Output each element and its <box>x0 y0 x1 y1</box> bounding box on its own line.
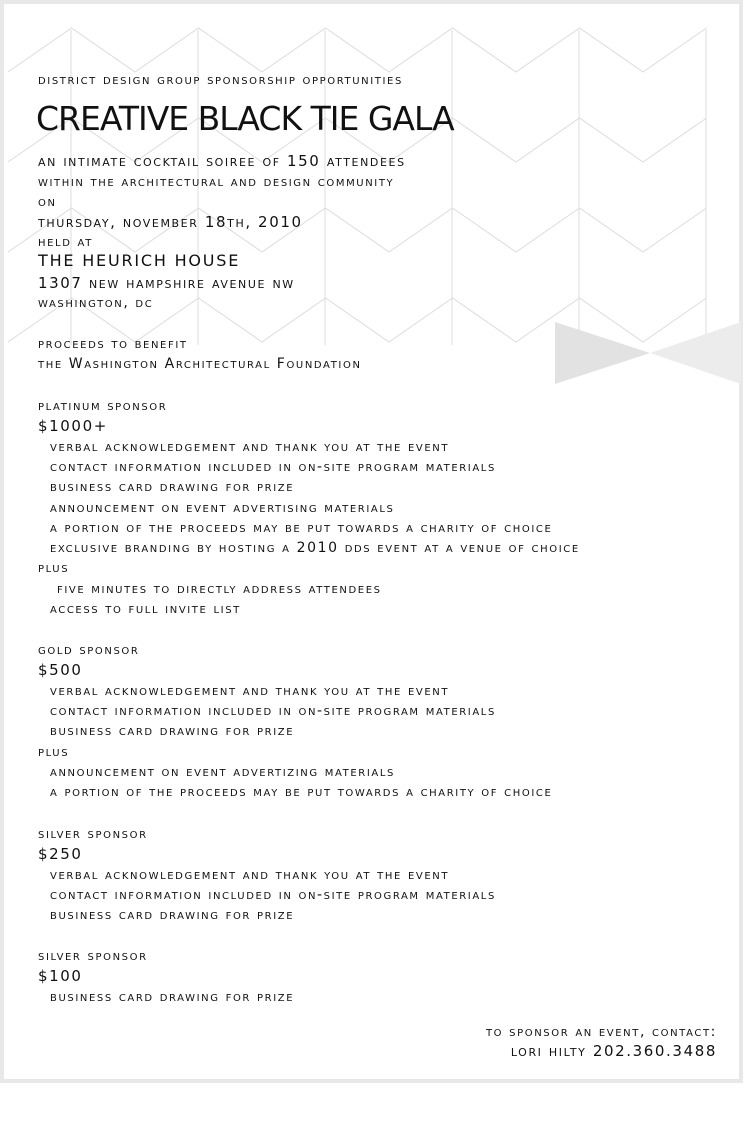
intro-line: an intimate cocktail soiree of 150 attendees <box>38 152 406 170</box>
benefit-item: verbal acknowledgement and thank you at the event <box>50 866 450 883</box>
bowtie-right-shape <box>650 322 741 384</box>
org-line: district design group sponsorship opportunities <box>38 72 403 88</box>
tier-price: $100 <box>38 967 83 986</box>
venue-city: washington, dc <box>38 295 154 311</box>
benefit-item: contact information included in on-site program materials <box>50 886 496 903</box>
venue-name: THE HEURICH HOUSE <box>38 251 241 270</box>
benefit-label: proceeds to benefit <box>38 336 188 352</box>
benefit-item: verbal acknowledgement and thank you at the event <box>50 682 450 699</box>
tier-name: silver sponsor <box>38 826 148 842</box>
benefit-item: verbal acknowledgement and thank you at the event <box>50 438 450 455</box>
benefit-item: contact information included in on-site program materials <box>50 458 496 475</box>
tier-name: gold sponsor <box>38 642 140 658</box>
benefit-item: business card drawing for prize <box>50 723 295 740</box>
benefit-item: a portion of the proceeds may be put towards a charity of choice <box>50 519 553 536</box>
benefit-item: exclusive branding by hosting a 2010 dds event at a venue of choice <box>50 540 580 557</box>
tier-price: $500 <box>38 661 83 680</box>
tier-name: silver sponsor <box>38 948 148 964</box>
intro-line: held at <box>38 234 93 250</box>
chevron-line <box>8 28 707 72</box>
plus-benefit-item: access to full invite list <box>50 601 241 617</box>
plus-benefit-item: a portion of the proceeds may be put towards a charity of choice <box>50 784 553 801</box>
benefit-item: announcement on event advertising materials <box>50 499 395 516</box>
tier-price: $1000+ <box>38 417 108 436</box>
bowtie-left-shape <box>555 322 650 384</box>
page-title: CREATIVE BLACK TIE GALA <box>36 99 454 138</box>
plus-label: plus <box>38 743 70 760</box>
contact-name-phone: lori hilty 202.360.3488 <box>510 1042 717 1060</box>
benefit-item: business card drawing for prize <box>50 479 295 496</box>
tier-price: $250 <box>38 845 83 864</box>
event-date: thursday, november 18th, 2010 <box>38 213 303 231</box>
benefit-item: business card drawing for prize <box>50 907 295 924</box>
beneficiary: the Washington Architectural Foundation <box>38 356 362 372</box>
contact-prompt: to sponsor an event, contact: <box>485 1024 717 1040</box>
tier-name: platinum sponsor <box>38 398 168 414</box>
plus-benefit-item: five minutes to directly address attendees <box>57 580 382 597</box>
plus-label: plus <box>38 560 70 577</box>
intro-line: within the architectural and design community <box>38 174 395 190</box>
plus-benefit-item: announcement on event advertizing materials <box>50 763 395 780</box>
benefit-item: contact information included in on-site program materials <box>50 702 496 719</box>
benefit-item: business card drawing for prize <box>50 988 295 1005</box>
intro-line: on <box>38 194 57 210</box>
venue-address: 1307 new hampshire avenue nw <box>38 274 295 292</box>
